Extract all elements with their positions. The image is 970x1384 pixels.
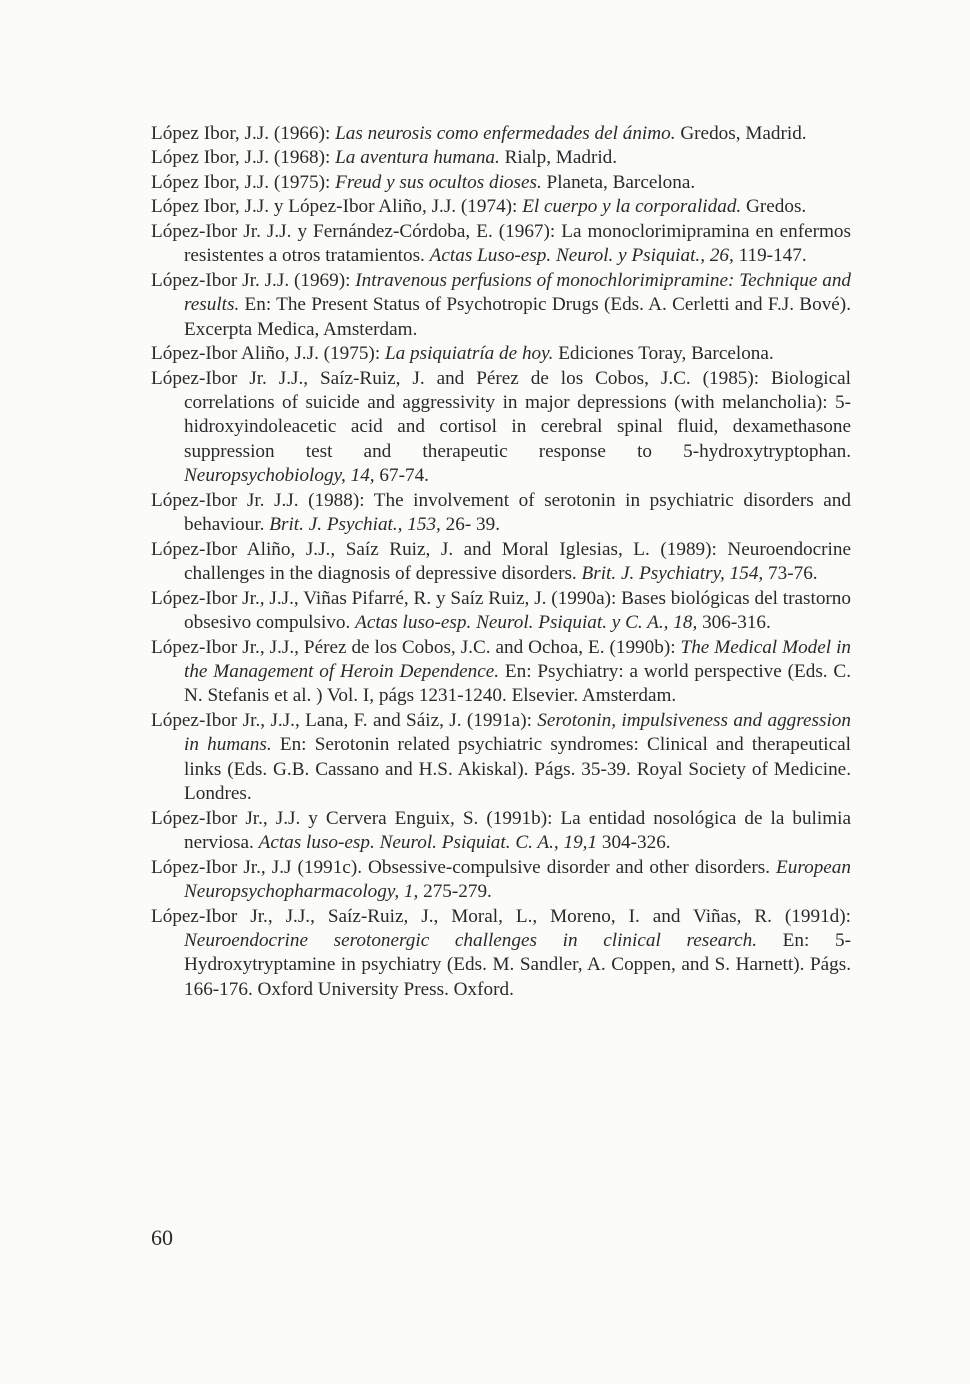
reference-item: López Ibor, J.J. (1975): Freud y sus ocultos dioses. Planeta, Barcelona. xyxy=(151,171,696,193)
reference-item: López-Ibor Jr., J.J. y Cervera Enguix, S. (1991b): La entidad nosológica de la bulimia nerviosa. Actas luso-esp. Neurol. Psiquiat. C. A., 19,1 304-326. xyxy=(151,807,851,854)
reference-item: López-Ibor Jr., J.J., Saíz-Ruiz, J., Moral, L., Moreno, I. and Viñas, R. (1991d): Neuroendocrine serotonergic challenges in clinical research. En: 5-Hydroxytryptamine in psychiatry (Eds. M. Sandler, A. Coppen, and S. Harnett). Págs. 166-176. Oxford University Press. Oxford. xyxy=(151,905,851,1000)
reference-item: López-Ibor Jr. J.J., Saíz-Ruiz, J. and Pérez de los Cobos, J.C. (1985): Biological correlations of suicide and aggressivity in major depressions (with melancholia): 5-hidroxyindoleacetic acid and cortisol in cerebral spinal fluid, dexamethasone suppression test and therapeutic response to 5-hydroxytryptophan. Neuropsychobiology, 14, 67-74. xyxy=(151,367,851,487)
reference-item: López Ibor, J.J. y López-Ibor Aliño, J.J. (1974): El cuerpo y la corporalidad. Gredos. xyxy=(151,196,807,218)
reference-item: López-Ibor Jr., J.J (1991c). Obsessive-compulsive disorder and other disorders. European Neuropsychopharmacology, 1, 275-279. xyxy=(151,856,851,903)
reference-item: López-Ibor Jr. J.J. (1969): Intravenous perfusions of monochlorimipramine: Technique and results. En: The Present Status of Psychotropic Drugs (Eds. A. Cerletti and F.J. Bové). Excerpta Medica, Amsterdam. xyxy=(151,269,852,340)
reference-item: López-Ibor Jr., J.J., Pérez de los Cobos, J.C. and Ochoa, E. (1990b): The Medical Model in the Management of Heroin Dependence. En: Psychiatry: a world perspective (Eds. C. N. Stefanis et al. ) Vol. I, págs 1231-1240. Elsevier. Amsterdam. xyxy=(151,636,852,707)
reference-item: López-Ibor Aliño, J.J., Saíz Ruiz, J. and Moral Iglesias, L. (1989): Neuroendocrine challenges in the diagnosis of depressive disorders. Brit. J. Psychiatry, 154, 73-76. xyxy=(151,538,851,585)
reference-item: López Ibor, J.J. (1968): La aventura humana. Rialp, Madrid. xyxy=(151,147,618,169)
page-number: 60 xyxy=(151,1225,173,1250)
reference-item: López-Ibor Jr., J.J., Lana, F. and Sáiz, J. (1991a): Serotonin, impulsiveness and aggression in humans. En: Serotonin related psychiatric syndromes: Clinical and therapeutical links (Eds. G.B. Cassano and H.S. Akiskal). Págs. 35-39. Royal Society of Medicine. Londres. xyxy=(151,709,851,805)
reference-item: López-Ibor Aliño, J.J. (1975): La psiquiatría de hoy. Ediciones Toray, Barcelona. xyxy=(151,343,774,365)
reference-item: López-Ibor Jr. J.J. (1988): The involvement of serotonin in psychiatric disorders and behaviour. Brit. J. Psychiat., 153, 26- 39. xyxy=(151,489,851,536)
reference-item: López Ibor, J.J. (1966): Las neurosis como enfermedades del ánimo. Gredos, Madrid. xyxy=(151,123,807,144)
reference-list xyxy=(151,122,851,1002)
reference-item: López-Ibor Jr. J.J. y Fernández-Córdoba, E. (1967): La monoclorimipramina en enfermos resistentes a otros tratamientos. Actas Luso-esp. Neurol. y Psiquiat., 26, 119-147. xyxy=(151,220,851,267)
reference-item: López-Ibor Jr., J.J., Viñas Pifarré, R. y Saíz Ruiz, J. (1990a): Bases biológicas del trastorno obsesivo compulsivo. Actas luso-esp. Neurol. Psiquiat. y C. A., 18, 306-316. xyxy=(151,587,851,634)
